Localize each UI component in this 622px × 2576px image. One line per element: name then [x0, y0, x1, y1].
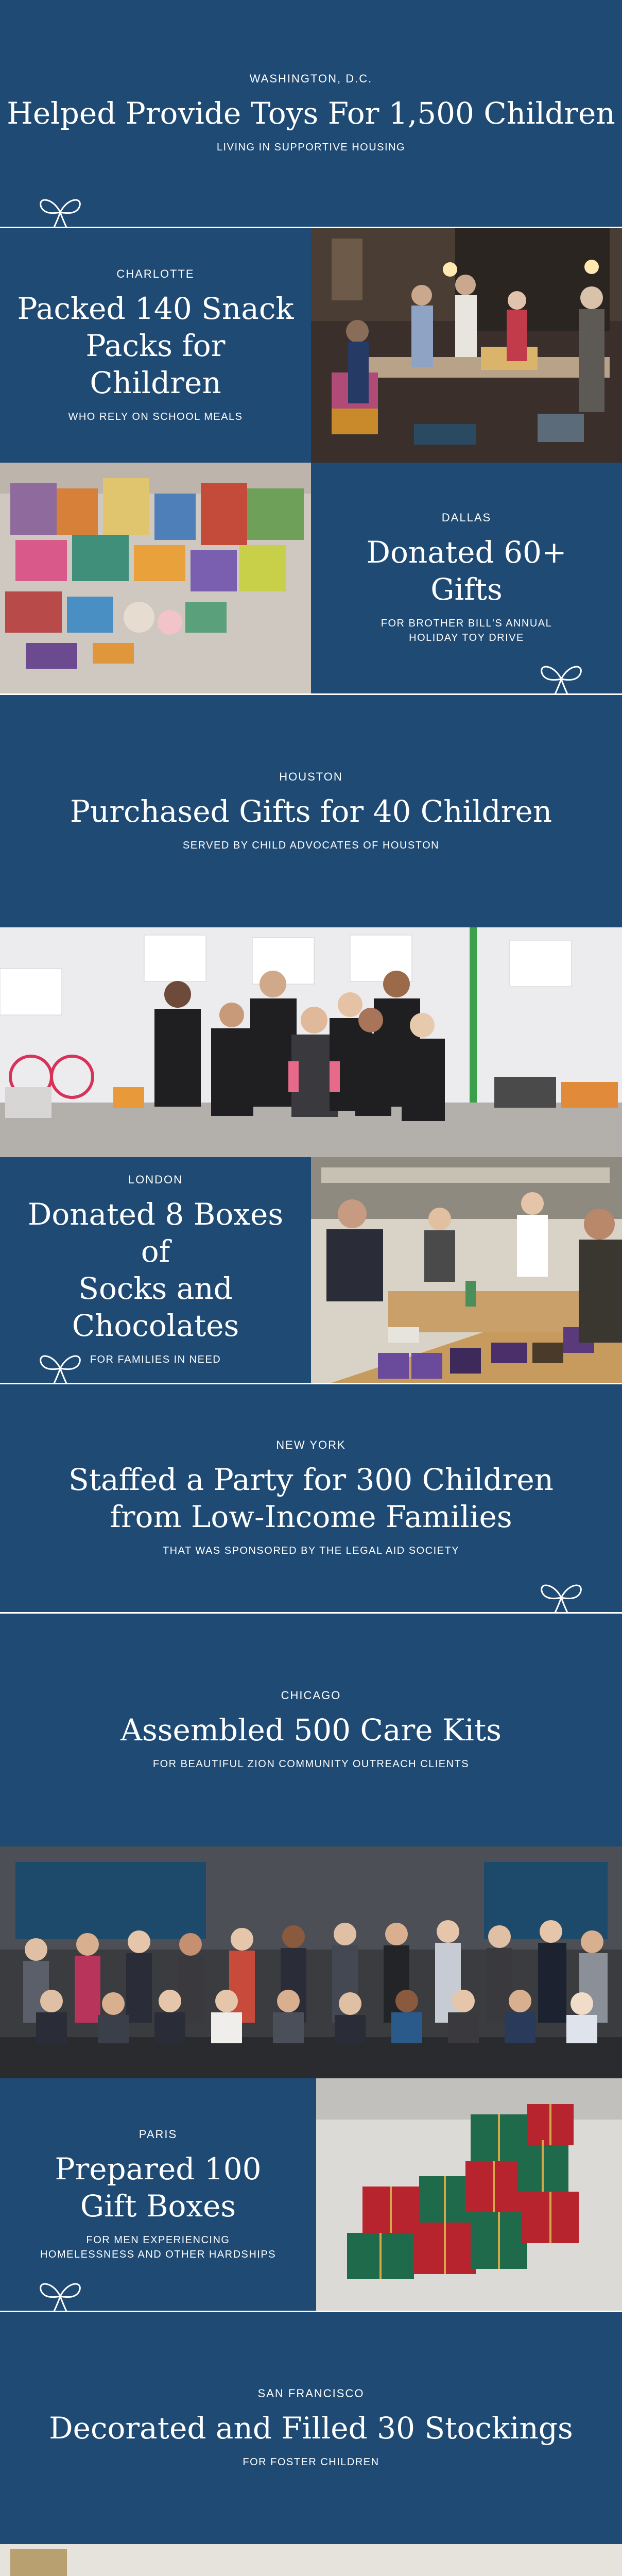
- section-houston: [0, 695, 622, 927]
- subheadline-line: HOLIDAY TOY DRIVE: [409, 632, 524, 643]
- photo-chicago-group: [0, 1846, 622, 2078]
- section-headline: Helped Provide Toys For 1,500 Children: [7, 96, 615, 131]
- headline-line: Socks and Chocolates: [72, 1271, 239, 1343]
- section-subheadline: SERVED BY CHILD ADVOCATES OF HOUSTON: [182, 839, 440, 851]
- subheadline-line: FOR MEN EXPERIENCING: [86, 2234, 230, 2246]
- charlotte-text: [0, 228, 311, 463]
- photo-sf-stockings: [0, 2544, 622, 2576]
- section-paris: [0, 2078, 622, 2311]
- city-label: NEW YORK: [276, 1438, 346, 1451]
- section-headline: [55, 2150, 261, 2225]
- section-london: [0, 1157, 622, 1383]
- section-subheadline: WHO RELY ON SCHOOL MEALS: [68, 411, 243, 422]
- section-headline: Decorated and Filled 30 Stockings: [49, 2411, 573, 2446]
- city-label: DALLAS: [441, 511, 492, 524]
- photo-paris-gift-boxes: [316, 2078, 622, 2311]
- section-subheadline: THAT WAS SPONSORED BY THE LEGAL AID SOCIETY: [162, 1545, 460, 1556]
- subheadline-line: FOR BROTHER BILL'S ANNUAL: [381, 618, 552, 629]
- headline-line: from Low-Income Families: [110, 1499, 512, 1534]
- city-label: CHICAGO: [281, 1689, 341, 1702]
- headline-line: Prepared 100: [55, 2151, 262, 2187]
- section-chicago: [0, 1614, 622, 1846]
- section-headline: Donated 60+ Gifts: [366, 535, 567, 607]
- headline-line: Gift Boxes: [80, 2188, 236, 2224]
- headline-line: Packed 140 Snack: [17, 291, 294, 326]
- section-subheadline: [381, 616, 552, 645]
- section-subheadline: FOR FAMILIES IN NEED: [90, 1354, 221, 1365]
- section-washington: [0, 0, 622, 227]
- photo-houston-team: [0, 927, 622, 1157]
- section-subheadline: FOR BEAUTIFUL ZION COMMUNITY OUTREACH CLIENTS: [152, 1758, 470, 1770]
- section-subheadline: [40, 2233, 276, 2262]
- subheadline-line: HOMELESSNESS AND OTHER HARDSHIPS: [40, 2248, 277, 2260]
- headline-line: Staffed a Party for 300 Children: [68, 1462, 554, 1497]
- photo-snack-packing: [311, 228, 622, 463]
- section-dallas: [0, 463, 622, 693]
- section-headline: [15, 1196, 296, 1344]
- section-headline: [68, 1461, 554, 1535]
- city-label: WASHINGTON, D.C.: [249, 72, 373, 85]
- headline-line: Donated 8 Boxes of: [27, 1197, 284, 1269]
- section-subheadline: LIVING IN SUPPORTIVE HOUSING: [216, 142, 406, 153]
- city-label: HOUSTON: [279, 770, 343, 783]
- section-headline: [15, 290, 296, 401]
- section-headline: Assembled 500 Care Kits: [120, 1713, 502, 1748]
- city-label: SAN FRANCISCO: [257, 2387, 365, 2400]
- city-label: PARIS: [139, 2127, 178, 2141]
- headline-line: Packs for Children: [85, 328, 226, 400]
- city-label: LONDON: [128, 1173, 183, 1186]
- section-headline: Purchased Gifts for 40 Children: [70, 793, 552, 829]
- section-san-francisco: [0, 2312, 622, 2544]
- city-label: CHARLOTTE: [116, 267, 195, 280]
- photo-donated-gifts: [0, 463, 311, 693]
- section-charlotte: [0, 228, 622, 463]
- section-subheadline: FOR FOSTER CHILDREN: [243, 2456, 379, 2468]
- section-new-york: [0, 1384, 622, 1612]
- photo-london-packing: [311, 1157, 622, 1383]
